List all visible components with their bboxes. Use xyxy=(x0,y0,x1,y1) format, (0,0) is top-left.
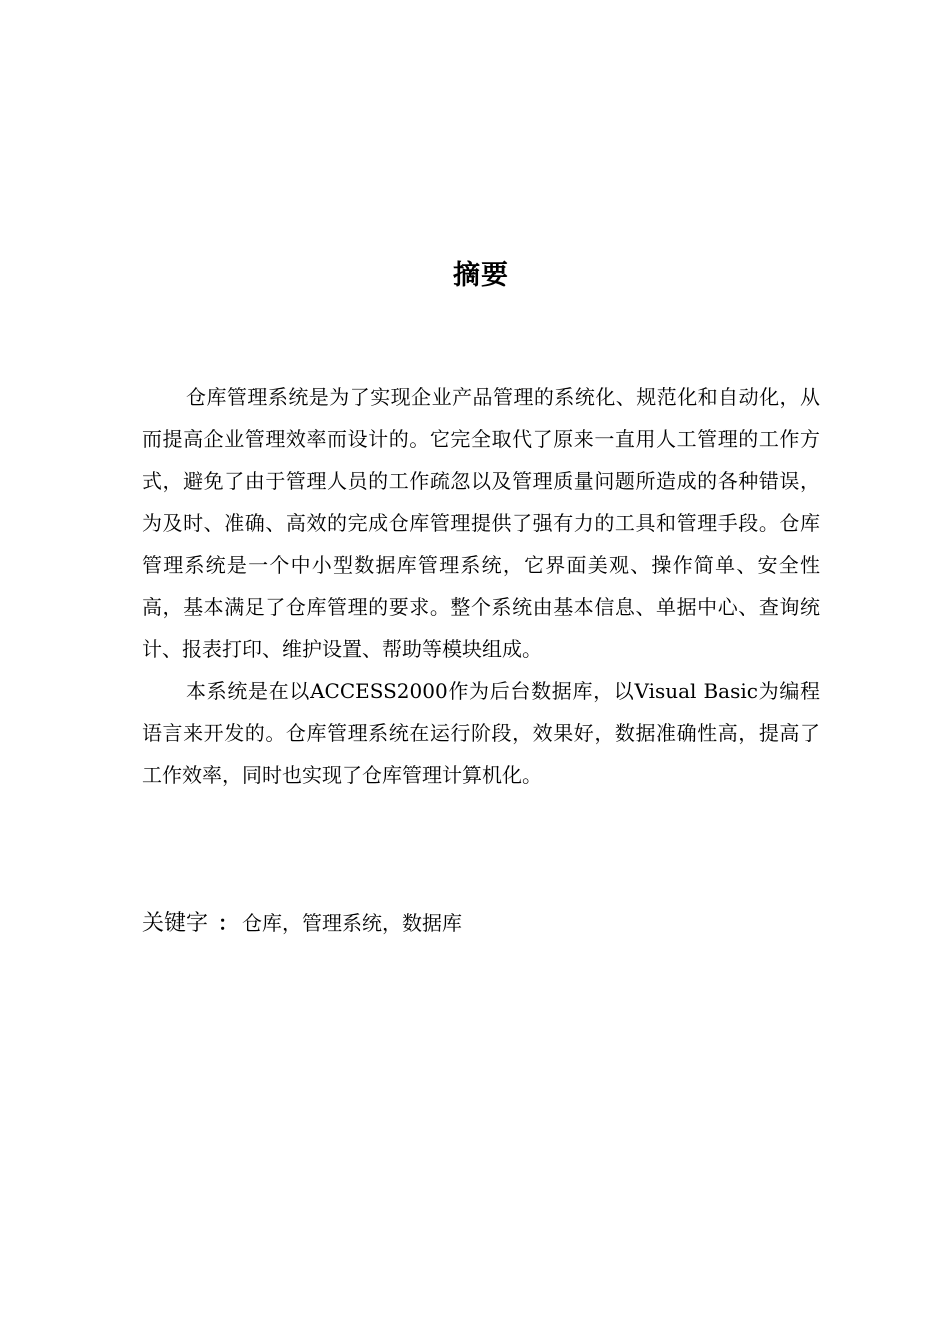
keywords-value: 仓库，管理系统，数据库 xyxy=(242,911,463,935)
abstract-paragraph-2: 本系统是在以ACCESS2000作为后台数据库，以Visual Basic为编程语言来开发的。仓库管理系统在运行阶段，效果好，数据准确性高，提高了工作效率，同时也实现了仓库管理计算机化。 xyxy=(142,679,820,787)
keywords-label: 关键字 xyxy=(142,911,209,936)
keywords-line xyxy=(142,902,820,945)
abstract-paragraph-1: 仓库管理系统是为了实现企业产品管理的系统化、规范化和自动化，从而提高企业管理效率而设计的。它完全取代了原来一直用人工管理的工作方式，避免了由于管理人员的工作疏忽以及管理质量问题所造成的各种错误，为及时、准确、高效的完成仓库管理提供了强有力的工具和管理手段。仓库管理系统是一个中小型数据库管理系统，它界面美观、操作简单、安全性高，基本满足了仓库管理的要求。整个系统由基本信息、单据中心、查询统计、报表打印、维护设置、帮助等模块组成。 xyxy=(142,385,820,661)
abstract-title: 摘要 xyxy=(453,260,509,291)
keywords-separator: ： xyxy=(218,911,239,935)
abstract-body xyxy=(142,376,820,796)
